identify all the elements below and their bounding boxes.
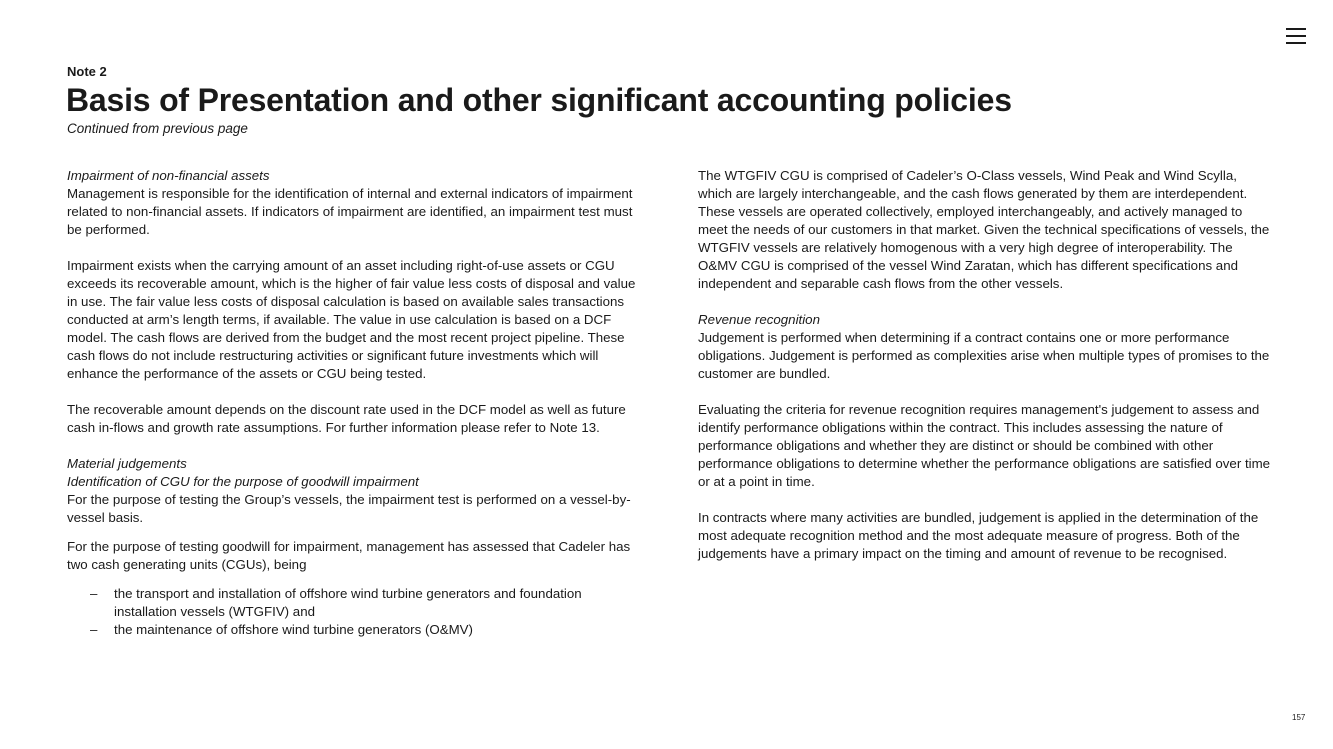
revenue-recognition-heading: Revenue recognition bbox=[698, 312, 820, 327]
menu-bar-middle bbox=[1286, 35, 1306, 37]
impairment-heading: Impairment of non-financial assets bbox=[67, 168, 270, 183]
list-item bbox=[67, 585, 642, 621]
impairment-paragraph-2: Impairment exists when the carrying amount of an asset including right-of-use assets or CGU exceeds its recoverable amount, which is the higher of fair value less costs of disposal and value in use. The fair value less costs of disposal calculation is based on available sales transactions conducted at arm’s length terms, if available. The value in use calculation is based on a DCF model. The cash flows are derived from the budget and the most recent project pipeline. These cash flows do not include restructuring activities or significant future investments which will enhance the performance of the assets or CGU being tested. bbox=[67, 258, 636, 381]
left-column bbox=[67, 167, 642, 639]
cgu-paragraph-2: For the purpose of testing goodwill for impairment, management has assessed that Cadeler has two cash generating units (CGUs), being bbox=[67, 539, 631, 572]
material-judgements-heading: Material judgements bbox=[67, 456, 187, 471]
bullet-dash: – bbox=[90, 586, 98, 601]
menu-bar-bottom bbox=[1286, 42, 1306, 44]
continued-note: Continued from previous page bbox=[67, 121, 248, 136]
cgu-list bbox=[67, 585, 642, 639]
cgu-subheading: Identification of CGU for the purpose of goodwill impairment bbox=[67, 474, 419, 489]
impairment-paragraph-3: The recoverable amount depends on the discount rate used in the DCF model as well as future cash in-flows and growth rate assumptions. For further information please refer to Note 13. bbox=[67, 402, 626, 435]
page-number: 157 bbox=[1292, 713, 1306, 722]
list-item bbox=[67, 621, 642, 639]
page-title: Basis of Presentation and other significant accounting policies bbox=[66, 82, 1012, 118]
wtgfiv-paragraph: The WTGFIV CGU is comprised of Cadeler’s O-Class vessels, Wind Peak and Wind Scylla, which are largely interchangeable, and the cash flows generated by them are interdependent. These vessels are operated collectively, employed interchangeably, and actively managed to meet the needs of our customers in that market. Given the technical specifications of vessels, the WTGFIV vessels are relatively homogenous with a very high degree of interoperability. The O&MV CGU is comprised of the vessel Wind Zaratan, which has different specifications and independent and separable cash flows from the other vessels. bbox=[698, 168, 1270, 291]
list-item-text: the transport and installation of offshore wind turbine generators and foundation installation vessels (WTGFIV) and bbox=[114, 586, 582, 619]
bullet-dash: – bbox=[90, 622, 98, 637]
right-column bbox=[698, 167, 1273, 563]
hamburger-menu-icon[interactable] bbox=[1286, 27, 1306, 45]
revenue-paragraph-1: Judgement is performed when determining if a contract contains one or more performance obligations. Judgement is performed as complexities arise when multiple types of promises to the customer are bundled. bbox=[698, 330, 1270, 381]
menu-bar-top bbox=[1286, 28, 1306, 30]
revenue-paragraph-2: Evaluating the criteria for revenue recognition requires management's judgement to assess and identify performance obligations within the contract. This includes assessing the nature of performance obligations and whether they are distinct or should be combined with other performance obligations to determine whether the performance obligations are satisfied over time or at a point in time. bbox=[698, 402, 1271, 489]
revenue-paragraph-3: In contracts where many activities are bundled, judgement is applied in the determination of the most adequate recognition method and the most adequate measure of progress. Both of the judgements have a primary impact on the timing and amount of revenue to be recognised. bbox=[698, 510, 1259, 561]
list-item-text: the maintenance of offshore wind turbine generators (O&MV) bbox=[114, 622, 473, 637]
impairment-paragraph-1: Management is responsible for the identification of internal and external indicators of impairment related to non-financial assets. If indicators of impairment are identified, an impairment test must be performed. bbox=[67, 186, 633, 237]
note-label: Note 2 bbox=[67, 64, 107, 79]
cgu-paragraph-1: For the purpose of testing the Group’s vessels, the impairment test is performed on a vessel-by-vessel basis. bbox=[67, 492, 631, 525]
